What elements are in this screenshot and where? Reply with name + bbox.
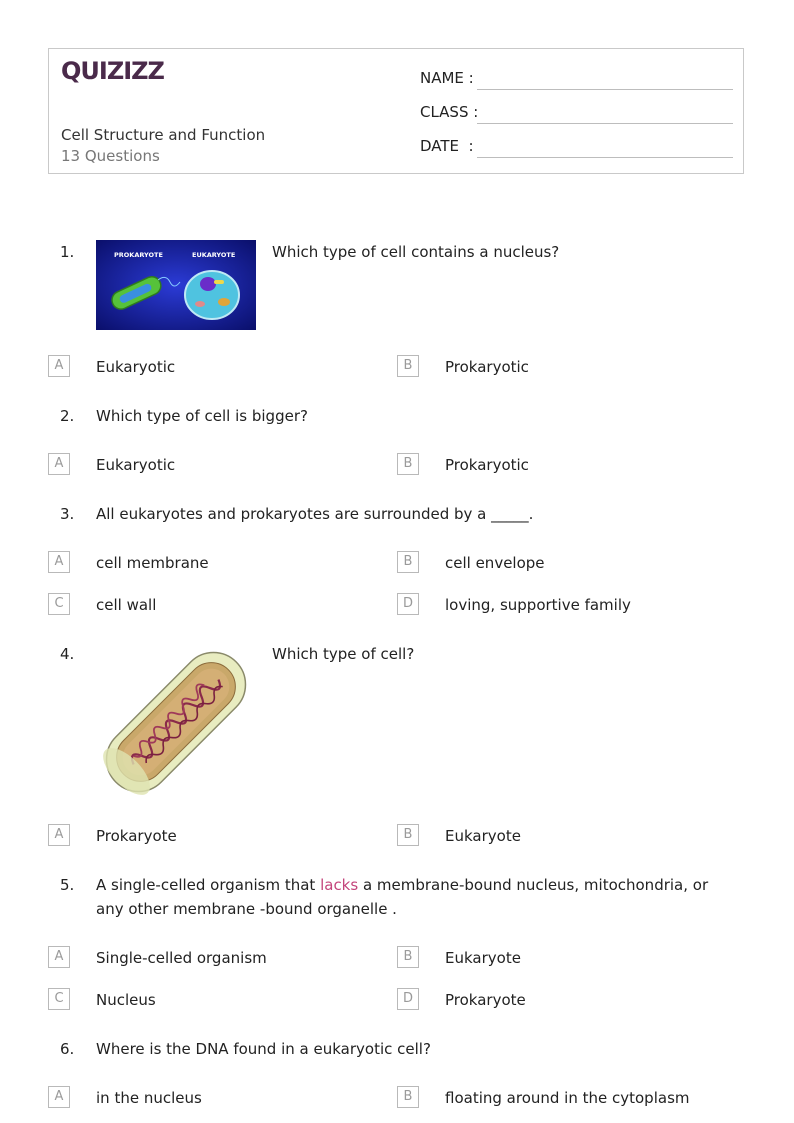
option-letter-box[interactable]: A xyxy=(48,453,70,475)
option-text[interactable]: cell membrane xyxy=(96,554,209,572)
highlighted-word: lacks xyxy=(320,876,359,894)
option-letter-box[interactable]: A xyxy=(48,946,70,968)
option-letter-box[interactable]: A xyxy=(48,1086,70,1108)
option-letter-box[interactable]: C xyxy=(48,988,70,1010)
option-text[interactable]: Single-celled organism xyxy=(96,949,267,967)
option-letter-box[interactable]: B xyxy=(397,946,419,968)
name-label: NAME : xyxy=(420,69,474,87)
cell-types-image xyxy=(96,240,256,330)
option-letter-box[interactable]: A xyxy=(48,824,70,846)
option-text[interactable]: Eukaryotic xyxy=(96,456,176,474)
question-text-part: A single-celled organism that xyxy=(96,876,321,894)
option-letter-box[interactable]: D xyxy=(397,988,419,1010)
question-number: 3. xyxy=(60,505,75,523)
prokaryote-label: PROKARYOTE xyxy=(114,251,163,259)
question-number: 4. xyxy=(60,645,75,663)
option-text[interactable]: cell wall xyxy=(96,596,157,614)
option-letter-box[interactable]: A xyxy=(48,551,70,573)
date-field[interactable] xyxy=(477,157,733,158)
option-text[interactable]: Prokaryotic xyxy=(445,456,529,474)
option-letter-box[interactable]: A xyxy=(48,355,70,377)
question-number: 2. xyxy=(60,407,75,425)
option-text[interactable]: loving, supportive family xyxy=(445,596,631,614)
question-text: Which type of cell is bigger? xyxy=(96,407,308,425)
option-letter-box[interactable]: D xyxy=(397,593,419,615)
question-text: Which type of cell? xyxy=(272,645,415,663)
option-text[interactable]: Eukaryote xyxy=(445,827,521,845)
option-text[interactable]: cell envelope xyxy=(445,554,545,572)
name-field[interactable] xyxy=(477,89,733,90)
option-letter-box[interactable]: B xyxy=(397,1086,419,1108)
question-number: 1. xyxy=(60,243,75,261)
question-number: 6. xyxy=(60,1040,75,1058)
class-label: CLASS : xyxy=(420,103,479,121)
option-text[interactable]: Eukaryotic xyxy=(96,358,176,376)
question-count: 13 Questions xyxy=(61,147,160,165)
date-label: DATE : xyxy=(420,137,474,155)
question-text: Which type of cell contains a nucleus? xyxy=(272,243,560,261)
option-text[interactable]: Nucleus xyxy=(96,991,156,1009)
option-text[interactable]: Prokaryote xyxy=(445,991,526,1009)
option-text[interactable]: Prokaryote xyxy=(96,827,177,845)
option-text[interactable]: floating around in the cytoplasm xyxy=(445,1089,690,1107)
eukaryote-label: EUKARYOTE xyxy=(192,251,236,259)
option-letter-box[interactable]: B xyxy=(397,551,419,573)
question-text-part: a membrane-bound nucleus, mitochondria, or any other membrane -bound organelle . xyxy=(96,876,709,918)
question-number: 5. xyxy=(60,876,75,894)
option-letter-box[interactable]: B xyxy=(397,453,419,475)
option-letter-box[interactable]: B xyxy=(397,824,419,846)
question-text: All eukaryotes and prokaryotes are surrounded by a _____. xyxy=(96,505,534,523)
option-text[interactable]: Eukaryote xyxy=(445,949,521,967)
worksheet-header xyxy=(48,48,744,174)
option-text[interactable]: in the nucleus xyxy=(96,1089,202,1107)
class-field[interactable] xyxy=(477,123,733,124)
option-letter-box[interactable]: B xyxy=(397,355,419,377)
question-text xyxy=(96,873,736,921)
option-text[interactable]: Prokaryotic xyxy=(445,358,529,376)
option-letter-box[interactable]: C xyxy=(48,593,70,615)
question-text: Where is the DNA found in a eukaryotic cell? xyxy=(96,1040,431,1058)
quizizz-logo: QUIZIZZ xyxy=(61,57,164,85)
bacterium-illustration xyxy=(96,642,256,802)
worksheet-title: Cell Structure and Function xyxy=(61,126,266,144)
